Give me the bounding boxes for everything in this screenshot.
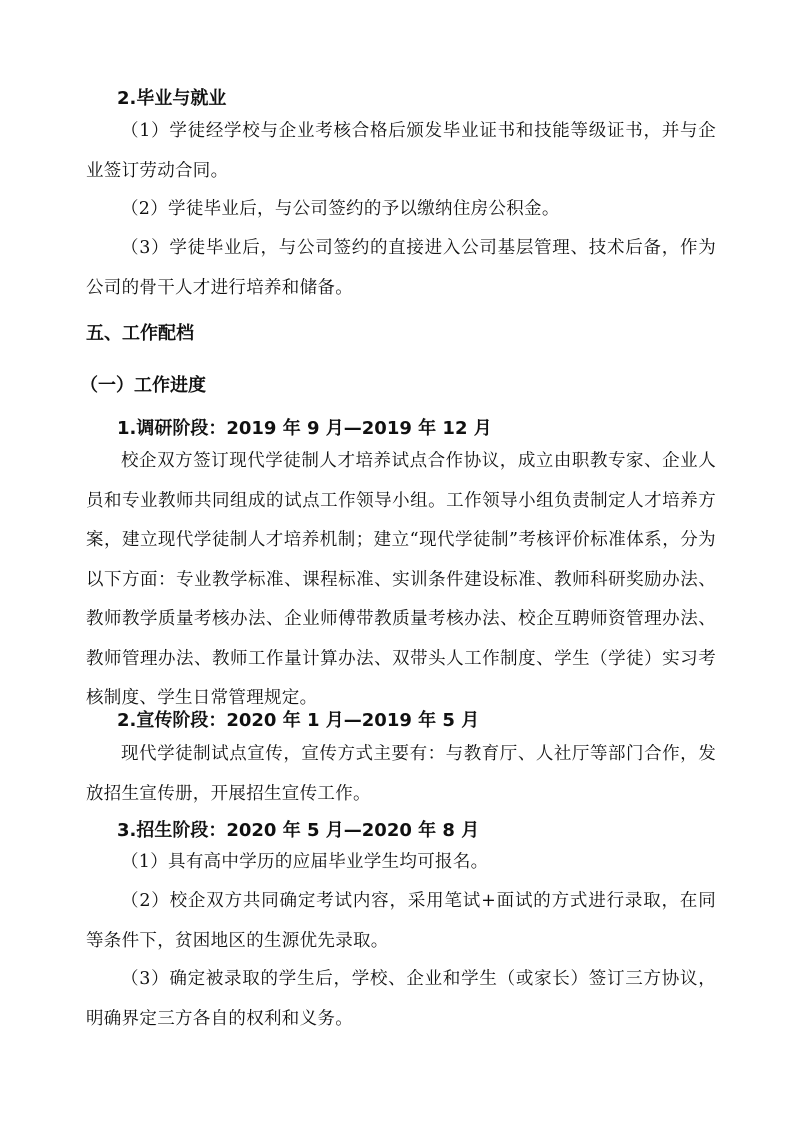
progress-heading: （一）工作进度 [80,375,206,396]
enrollment-paragraph-3: （3）确定被录取的学生后，学校、企业和学生（或家长）签订三方协议，明确界定三方各自的权利和义务。 [86,969,716,1029]
section-5-heading: 五、工作配档 [86,323,194,344]
research-stage-heading: 1.调研阶段：2019 年 9 月—2019 年 12 月 [117,418,492,439]
enrollment-paragraph-1: （1）具有高中学历的应届毕业学生均可报名。 [121,852,489,872]
research-stage-paragraph: 校企双方签订现代学徒制人才培养试点合作协议，成立由职教专家、企业人员和专业教师共同组成的试点工作领导小组。工作领导小组负责制定人才培养方案，建立现代学徒制人才培养机制；建立“现代学徒制”考核评价标准体系，分为以下方面：专业教学标准、课程标准、实训条件建设标准、教师科研奖励办法、教师教学质量考核办法、企业师傅带教质量考核办法、校企互聘师资管理办法、教师管理办法、教师工作量计算办法、双带头人工作制度、学生（学徒）实习考核制度、学生日常管理规定。 [86,451,716,708]
promotion-stage-paragraph: 现代学徒制试点宣传，宣传方式主要有：与教育厅、人社厅等部门合作，发放招生宣传册，开展招生宣传工作。 [86,744,716,804]
promotion-stage-heading: 2.宣传阶段：2020 年 1 月—2019 年 5 月 [117,710,480,731]
employment-paragraph-3: （3）学徒毕业后，与公司签约的直接进入公司基层管理、技术后备，作为公司的骨干人才进行培养和储备。 [86,238,716,298]
enrollment-paragraph-2: （2）校企双方共同确定考试内容，采用笔试+面试的方式进行录取，在同等条件下，贫困地区的生源优先录取。 [86,891,716,951]
employment-paragraph-2: （2）学徒毕业后，与公司签约的予以缴纳住房公积金。 [121,199,560,219]
employment-heading: 2.毕业与就业 [117,88,227,109]
employment-paragraph-1: （1）学徒经学校与企业考核合格后颁发毕业证书和技能等级证书，并与企业签订劳动合同。 [86,121,716,181]
enrollment-stage-heading: 3.招生阶段：2020 年 5 月—2020 年 8 月 [117,820,480,841]
